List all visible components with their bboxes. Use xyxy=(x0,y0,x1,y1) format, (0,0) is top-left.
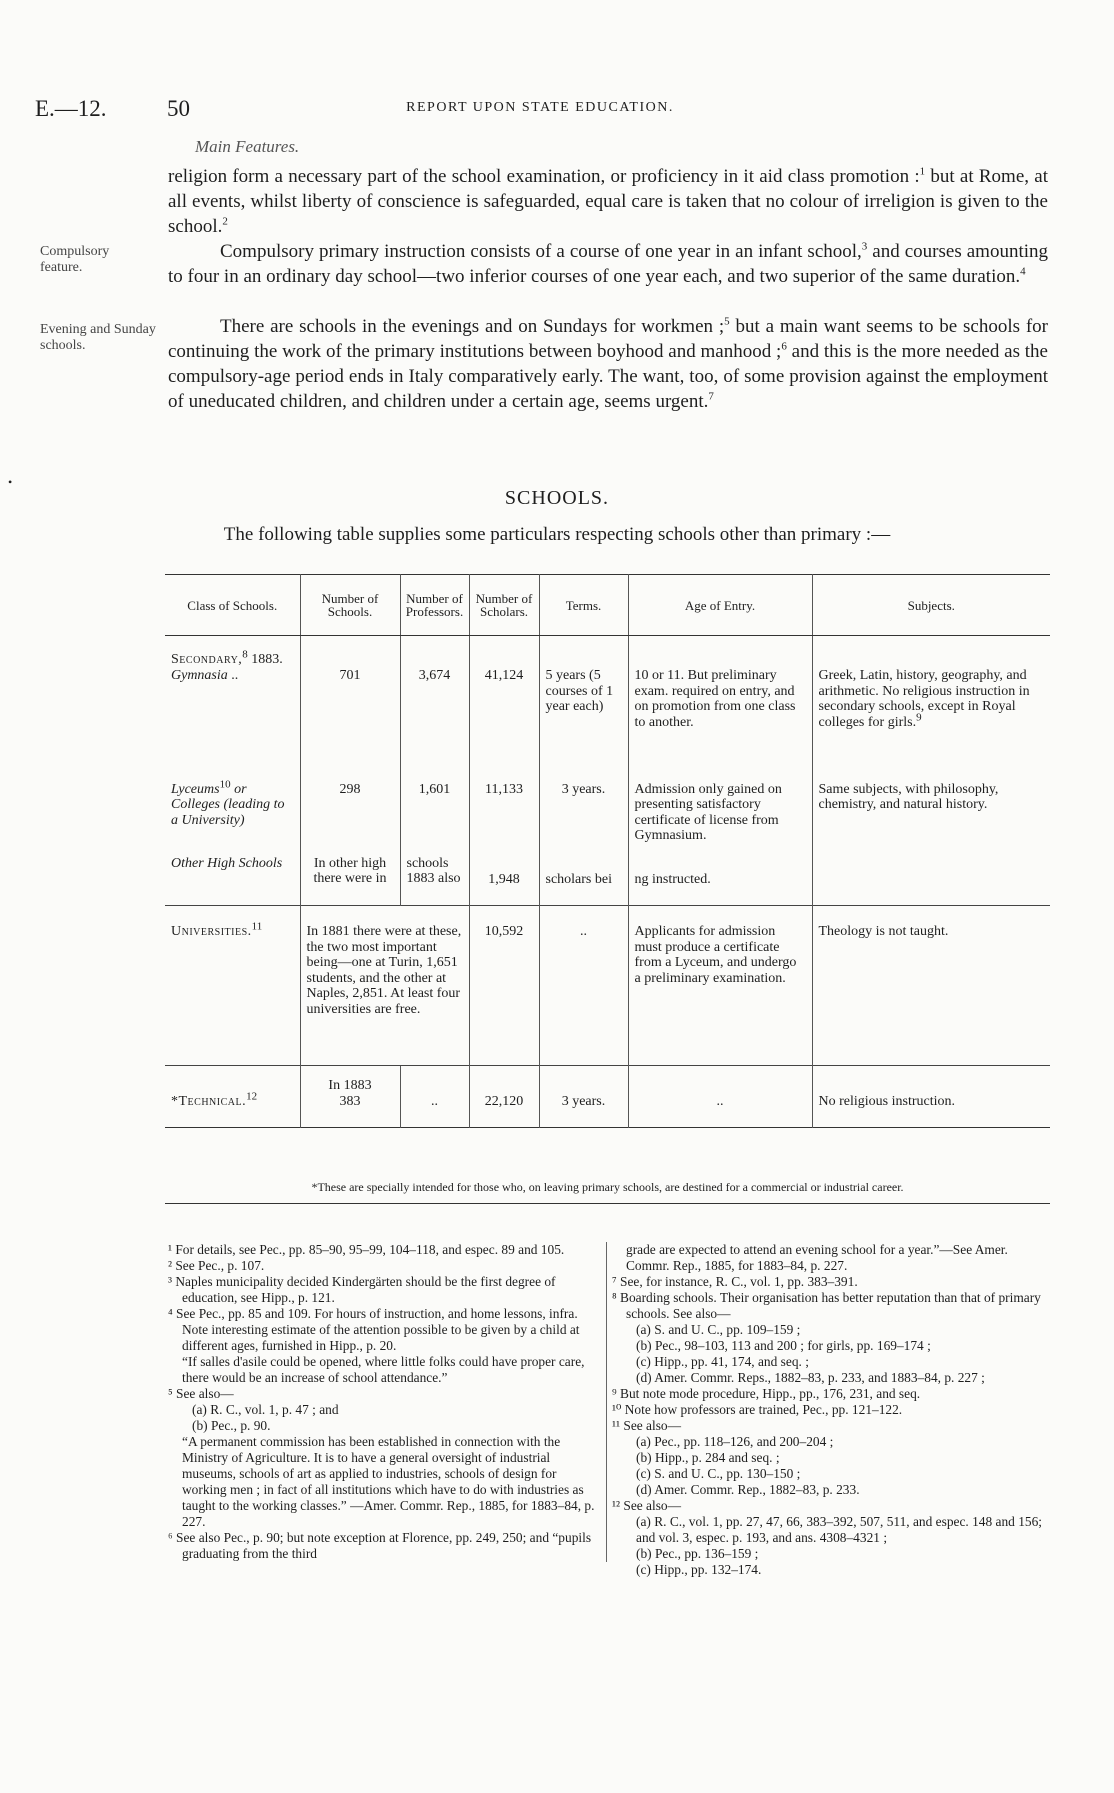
cell-class xyxy=(165,636,300,772)
cell-age: Applicants for admission must produce a certificate from a Lyceum, and undergo a preliminary examination. xyxy=(628,906,812,1066)
footnote-ref: 8 xyxy=(242,648,248,661)
footnote: ⁷ See, for instance, R. C., vol. 1, pp. 383–391. xyxy=(612,1274,858,1289)
footnote: ⁵ See also— xyxy=(168,1386,234,1401)
footnote-ref: 2 xyxy=(222,215,228,228)
footnote: ⁹ But note mode procedure, Hipp., pp., 176, 231, and seq. xyxy=(612,1386,921,1401)
cell-subjects xyxy=(812,636,1050,772)
footnotes-right xyxy=(612,1242,1042,1578)
footnote: grade are expected to attend an evening school for a year.”—See Amer. Commr. Rep., 1885, for 1883–84, p. 227. xyxy=(626,1242,1008,1273)
schools-intro: The following table supplies some particulars respecting schools other than primary :— xyxy=(223,524,891,545)
margin-note-compulsory: Compulsory feature. xyxy=(40,244,110,275)
column-header: Age of Entry. xyxy=(628,575,812,636)
text: religion form a necessary part of the school examination, or proficiency in it aid class promotion : xyxy=(168,166,920,187)
footnote: (a) R. C., vol. 1, pp. 27, 47, 66, 383–392, 507, 511, and espec. 148 and 156; and vol. 3, espec. p. 193, and ans. 4308–4321 ; xyxy=(636,1514,1043,1545)
schools-table xyxy=(165,574,1050,1128)
text: but a main want seems to be schools for continuing the work of the primary institutions between boyhood and manhood ; xyxy=(168,316,1049,362)
footnote-ref: 1 xyxy=(919,165,926,178)
footnote: ⁸ Boarding schools. Their organisation has better reputation than that of primary schools. See also— xyxy=(612,1290,1041,1321)
footnote-ref: 6 xyxy=(781,340,787,353)
text: 383 xyxy=(339,1093,361,1109)
footnote-ref: 11 xyxy=(251,920,263,933)
footnote-ref: 4 xyxy=(1020,265,1026,278)
footnote: (a) Pec., pp. 118–126, and 200–204 ; xyxy=(636,1434,834,1449)
footnote: (b) Pec., p. 90. xyxy=(192,1418,271,1433)
footnote: (b) Pec., pp. 136–159 ; xyxy=(636,1546,759,1561)
cell-professors: schools 1883 also xyxy=(400,854,469,906)
footnote: (d) Amer. Commr. Rep., 1882–83, p. 233. xyxy=(636,1482,860,1497)
table-header-row xyxy=(165,575,1050,636)
cell-subjects: Theology is not taught. xyxy=(812,906,1050,1066)
cell-scholars: 10,592 xyxy=(469,906,539,1066)
footnote: (a) R. C., vol. 1, p. 47 ; and xyxy=(192,1402,339,1417)
cell-age: ng instructed. xyxy=(628,854,812,906)
cell-terms: 3 years. xyxy=(539,1066,628,1128)
footnote: ¹⁰ Note how professors are trained, Pec., pp. 121–122. xyxy=(612,1402,903,1417)
text: and this is the more needed as the compulsory-age period ends in Italy comparatively early. The want, too, of some provision against the employment of uneducated children, and children under a certain age, seems urgent. xyxy=(168,341,1048,412)
column-header: Number of Scholars. xyxy=(469,575,539,636)
footnote: (c) S. and U. C., pp. 130–150 ; xyxy=(636,1466,801,1481)
cell-class xyxy=(165,772,300,854)
footnote-ref: 5 xyxy=(724,315,730,328)
footnote: (a) S. and U. C., pp. 109–159 ; xyxy=(636,1322,801,1337)
text: Greek, Latin, history, geography, and arithmetic. No religious instruction in secondary schools, except in Royal colleges for girls. xyxy=(818,668,1030,730)
column-header: Terms. xyxy=(539,575,628,636)
footnote: ³ Naples municipality decided Kindergärten should be the first degree of education, see Hipp., p. 121. xyxy=(168,1274,556,1305)
page-header xyxy=(35,96,1045,122)
text: *Technical. xyxy=(171,1094,247,1109)
cell-terms: .. xyxy=(539,906,628,1066)
column-header: Class of Schools. xyxy=(165,575,300,636)
cell-age: Admission only gained on presenting satisfactory certificate of license from Gymnasium. xyxy=(628,772,812,854)
footnote: ¹ For details, see Pec., pp. 85–90, 95–99, 104–118, and espec. 89 and 105. xyxy=(168,1242,565,1257)
cell-age: 10 or 11. But preliminary exam. required on entry, and on promotion from one class to another. xyxy=(628,636,812,772)
page-number: 50 xyxy=(167,96,190,121)
table-row xyxy=(165,772,1050,854)
cell-age: .. xyxy=(628,1066,812,1128)
running-head: REPORT UPON STATE EDUCATION. xyxy=(406,100,674,115)
cell-schools: In 1881 there were at these, the two most important being—one at Turin, 1,651 students, and the other at Naples, 2,851. At least four universities are free. xyxy=(300,906,469,1066)
column-header: Number of Schools. xyxy=(300,575,400,636)
cell-class xyxy=(165,906,300,1066)
cell-terms: 3 years. xyxy=(539,772,628,854)
text: and courses amounting to four in an ordinary day school—two inferior courses of one year each, and two superior of the same duration. xyxy=(168,241,1048,287)
footnote: “A permanent commission has been established in connection with the Ministry of Agriculture. It is to have a general oversight of industrial museums, schools of art as applied to industries, schools of design for working men ; in fact of all institutions which have to do with industries as taught to the working classes.” —Amer. Commr. Rep., 1885, for 1883–84, p. 227. xyxy=(182,1434,595,1529)
text: Secondary, xyxy=(171,652,243,667)
table-row xyxy=(165,854,1050,906)
text: Universities. xyxy=(171,924,252,939)
footnote: ⁴ See Pec., pp. 85 and 109. For hours of instruction, and home lessons, infra. Note interesting estimate of the attention possible to be given by a child at different ages, furnished in Hipp., p. 20. xyxy=(168,1306,580,1353)
table-row xyxy=(165,906,1050,1066)
text: or Colleges (leading to a University) xyxy=(171,781,285,828)
cell-professors: 1,601 xyxy=(400,772,469,854)
footnote: ² See Pec., p. 107. xyxy=(168,1258,265,1273)
report-code: E.—12. xyxy=(35,96,107,121)
footnote: “If salles d'asile could be opened, where little folks could have proper care, there would be an increase of school attendance.” xyxy=(182,1354,585,1385)
footnote: (b) Hipp., p. 284 and seq. ; xyxy=(636,1450,780,1465)
footnotes-left xyxy=(168,1242,607,1562)
cell-subjects xyxy=(812,854,1050,906)
text: There are schools in the evenings and on Sundays for workmen ; xyxy=(220,316,725,337)
footnote-ref: 12 xyxy=(246,1090,258,1103)
stray-mark: • xyxy=(8,475,13,489)
column-header: Number of Professors. xyxy=(400,575,469,636)
cell-class: Other High Schools xyxy=(171,855,283,871)
column-header: Subjects. xyxy=(812,575,1050,636)
cell-schools: 701 xyxy=(300,636,400,772)
paragraph-religion xyxy=(168,164,1048,239)
footnote: ¹² See also— xyxy=(612,1498,682,1513)
cell-terms: scholars bei xyxy=(539,854,628,906)
cell-scholars: 22,120 xyxy=(469,1066,539,1128)
text: .. xyxy=(227,667,239,683)
text: but at Rome, at all events, whilst liberty of conscience is safeguarded, equal care is taken that no colour of irreligion is given to the school. xyxy=(168,166,1048,237)
cell-scholars: 1,948 xyxy=(469,854,539,906)
footnote: (c) Hipp., pp. 132–174. xyxy=(636,1562,762,1577)
footnote: ¹¹ See also— xyxy=(612,1418,682,1433)
footnote: (c) Hipp., pp. 41, 174, and seq. ; xyxy=(636,1354,809,1369)
paragraph-compulsory xyxy=(168,239,1048,289)
text: 1883. xyxy=(247,652,283,667)
table-row xyxy=(165,636,1050,772)
text: In 1883 xyxy=(328,1078,372,1093)
footnote-ref: 9 xyxy=(916,710,922,723)
text: Gymnasia xyxy=(171,667,228,683)
cell-class xyxy=(165,1066,300,1128)
cell-terms: 5 years (5 courses of 1 year each) xyxy=(539,636,628,772)
footnote: (d) Amer. Commr. Reps., 1882–83, p. 233, and 1883–84, p. 227 ; xyxy=(636,1370,985,1385)
cell-subjects: Same subjects, with philosophy, chemistry, and natural history. xyxy=(812,772,1050,854)
section-label: Main Features. xyxy=(195,137,300,156)
cell-subjects: No religious instruction. xyxy=(812,1066,1050,1128)
cell-schools: 298 xyxy=(300,772,400,854)
cell-schools xyxy=(300,1066,400,1128)
cell-scholars: 41,124 xyxy=(469,636,539,772)
footnote-ref: 7 xyxy=(708,390,714,403)
table-row xyxy=(165,1066,1050,1128)
footnote-ref: 3 xyxy=(861,240,868,253)
cell-professors: 3,674 xyxy=(400,636,469,772)
footnote: ⁶ See also Pec., p. 90; but note exception at Florence, pp. 249, 250; and “pupils graduating from the third xyxy=(168,1530,592,1561)
cell-schools: In other high there were in xyxy=(300,854,400,906)
cell-scholars: 11,133 xyxy=(469,772,539,854)
text: Compulsory primary instruction consists of a course of one year in an infant school, xyxy=(220,241,862,262)
margin-note-evening: Evening and Sunday schools. xyxy=(40,322,156,353)
cell-professors: .. xyxy=(400,1066,469,1128)
table-footnote: *These are specially intended for those who, on leaving primary schools, are destined for a commercial or industrial career. xyxy=(165,1180,1050,1204)
footnote-ref: 10 xyxy=(219,777,231,790)
footnote: (b) Pec., 98–103, 113 and 200 ; for girls, pp. 169–174 ; xyxy=(636,1338,931,1353)
text: Lyceums xyxy=(171,781,220,797)
schools-title: SCHOOLS. xyxy=(504,487,610,509)
paragraph-evening xyxy=(168,314,1048,414)
